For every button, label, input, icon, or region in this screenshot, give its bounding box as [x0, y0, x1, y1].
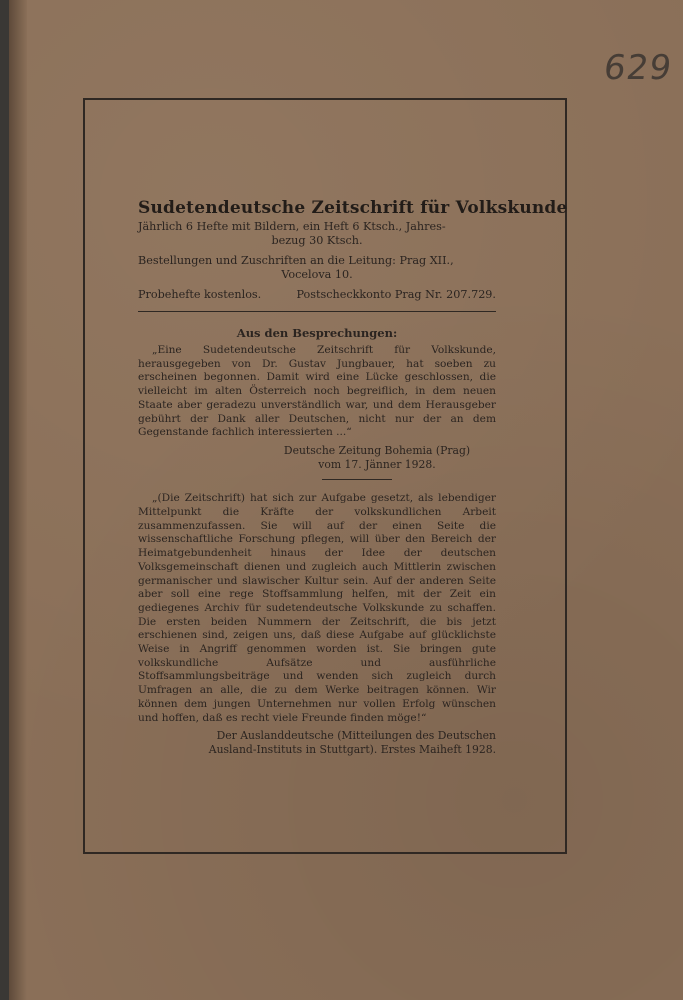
review-1-source-line-2: vom 17. Jänner 1928. — [318, 457, 436, 471]
review-2-text: „(Die Zeitschrift) hat sich zur Aufgabe gesetzt, als lebendiger Mittelpunkt die Kräfte der volkskundlichen Arbeit zusammenzufassen. Sie will auf der einen Seite die wissenschaftliche Forschung pflegen, will über den Bereich der Heimatgebundenheit hinaus der Idee der deutschen Volksgemeinschaft dienen und zugleich auch Mittlerin zwischen germanischer und slawischer Kultur sein. Auf der anderen Seite aber soll eine rege Stoffsammlung helfen, mit der Zeit ein gediegenes Archiv für sudetendeutsche Volkskunde zu schaffen. Die ersten beiden Nummern der Zeitschrift, die bis jetzt erschienen sind, zeigen uns, daß diese Aufgabe auf glücklichste Weise in Angriff genommen worden ist. Sie bringen gute volkskundliche Aufsätze und ausführliche Stoffsammlungsbeiträge und wenden sich zugleich durch Umfragen an alle, die zu dem Werke beitragen können. Wir können dem jungen Unternehmen nur vollen Erfolg wünschen und hoffen, daß es recht viele Freunde finden möge!“ — [138, 492, 496, 724]
binding-spine — [9, 0, 27, 1000]
archive-number: 629 — [601, 48, 675, 88]
footer-row — [138, 288, 496, 302]
free-samples-note: Probehefte kostenlos. — [138, 288, 262, 301]
reviews-heading: Aus den Besprechungen: — [236, 326, 398, 340]
subscription-line-1: Jährlich 6 Hefte mit Bildern, ein Heft 6 Ktsch., Jahres- — [138, 220, 446, 233]
review-2-source-line-1: Der Auslanddeutsche (Mitteilungen des Deutschen — [216, 729, 496, 743]
review-2-source-line-2: Ausland-Instituts in Stuttgart). Erstes Maiheft 1928. — [208, 742, 496, 756]
subscription-line-2: bezug 30 Ktsch. — [271, 234, 363, 247]
divider — [138, 311, 496, 312]
orders-line-2: Vocelova 10. — [281, 268, 353, 281]
advertisement-block — [138, 198, 568, 757]
review-1-text: „Eine Sudetendeutsche Zeitschrift für Volkskunde, herausgegeben von Dr. Gustav Jungbauer, hat soeben zu erscheinen begonnen. Damit wird eine Lücke geschlossen, die vielleicht im alten Österreich noch begreiflich, in dem neuen Staate aber geradezu unverständlich war, und dem Herausgeber gebührt der Dank aller Deutschen, nicht nur der an dem Gegenstande fachlich interessierten ...“ — [138, 344, 496, 439]
short-divider — [322, 479, 392, 480]
orders-line-1: Bestellungen und Zuschriften an die Leitung: Prag XII., — [138, 254, 454, 267]
review-1-source-line-1: Deutsche Zeitung Bohemia (Prag) — [283, 443, 471, 457]
postal-account: Postscheckkonto Prag Nr. 207.729. — [296, 288, 496, 301]
journal-title: Sudetendeutsche Zeitschrift für Volkskunde — [138, 198, 568, 218]
